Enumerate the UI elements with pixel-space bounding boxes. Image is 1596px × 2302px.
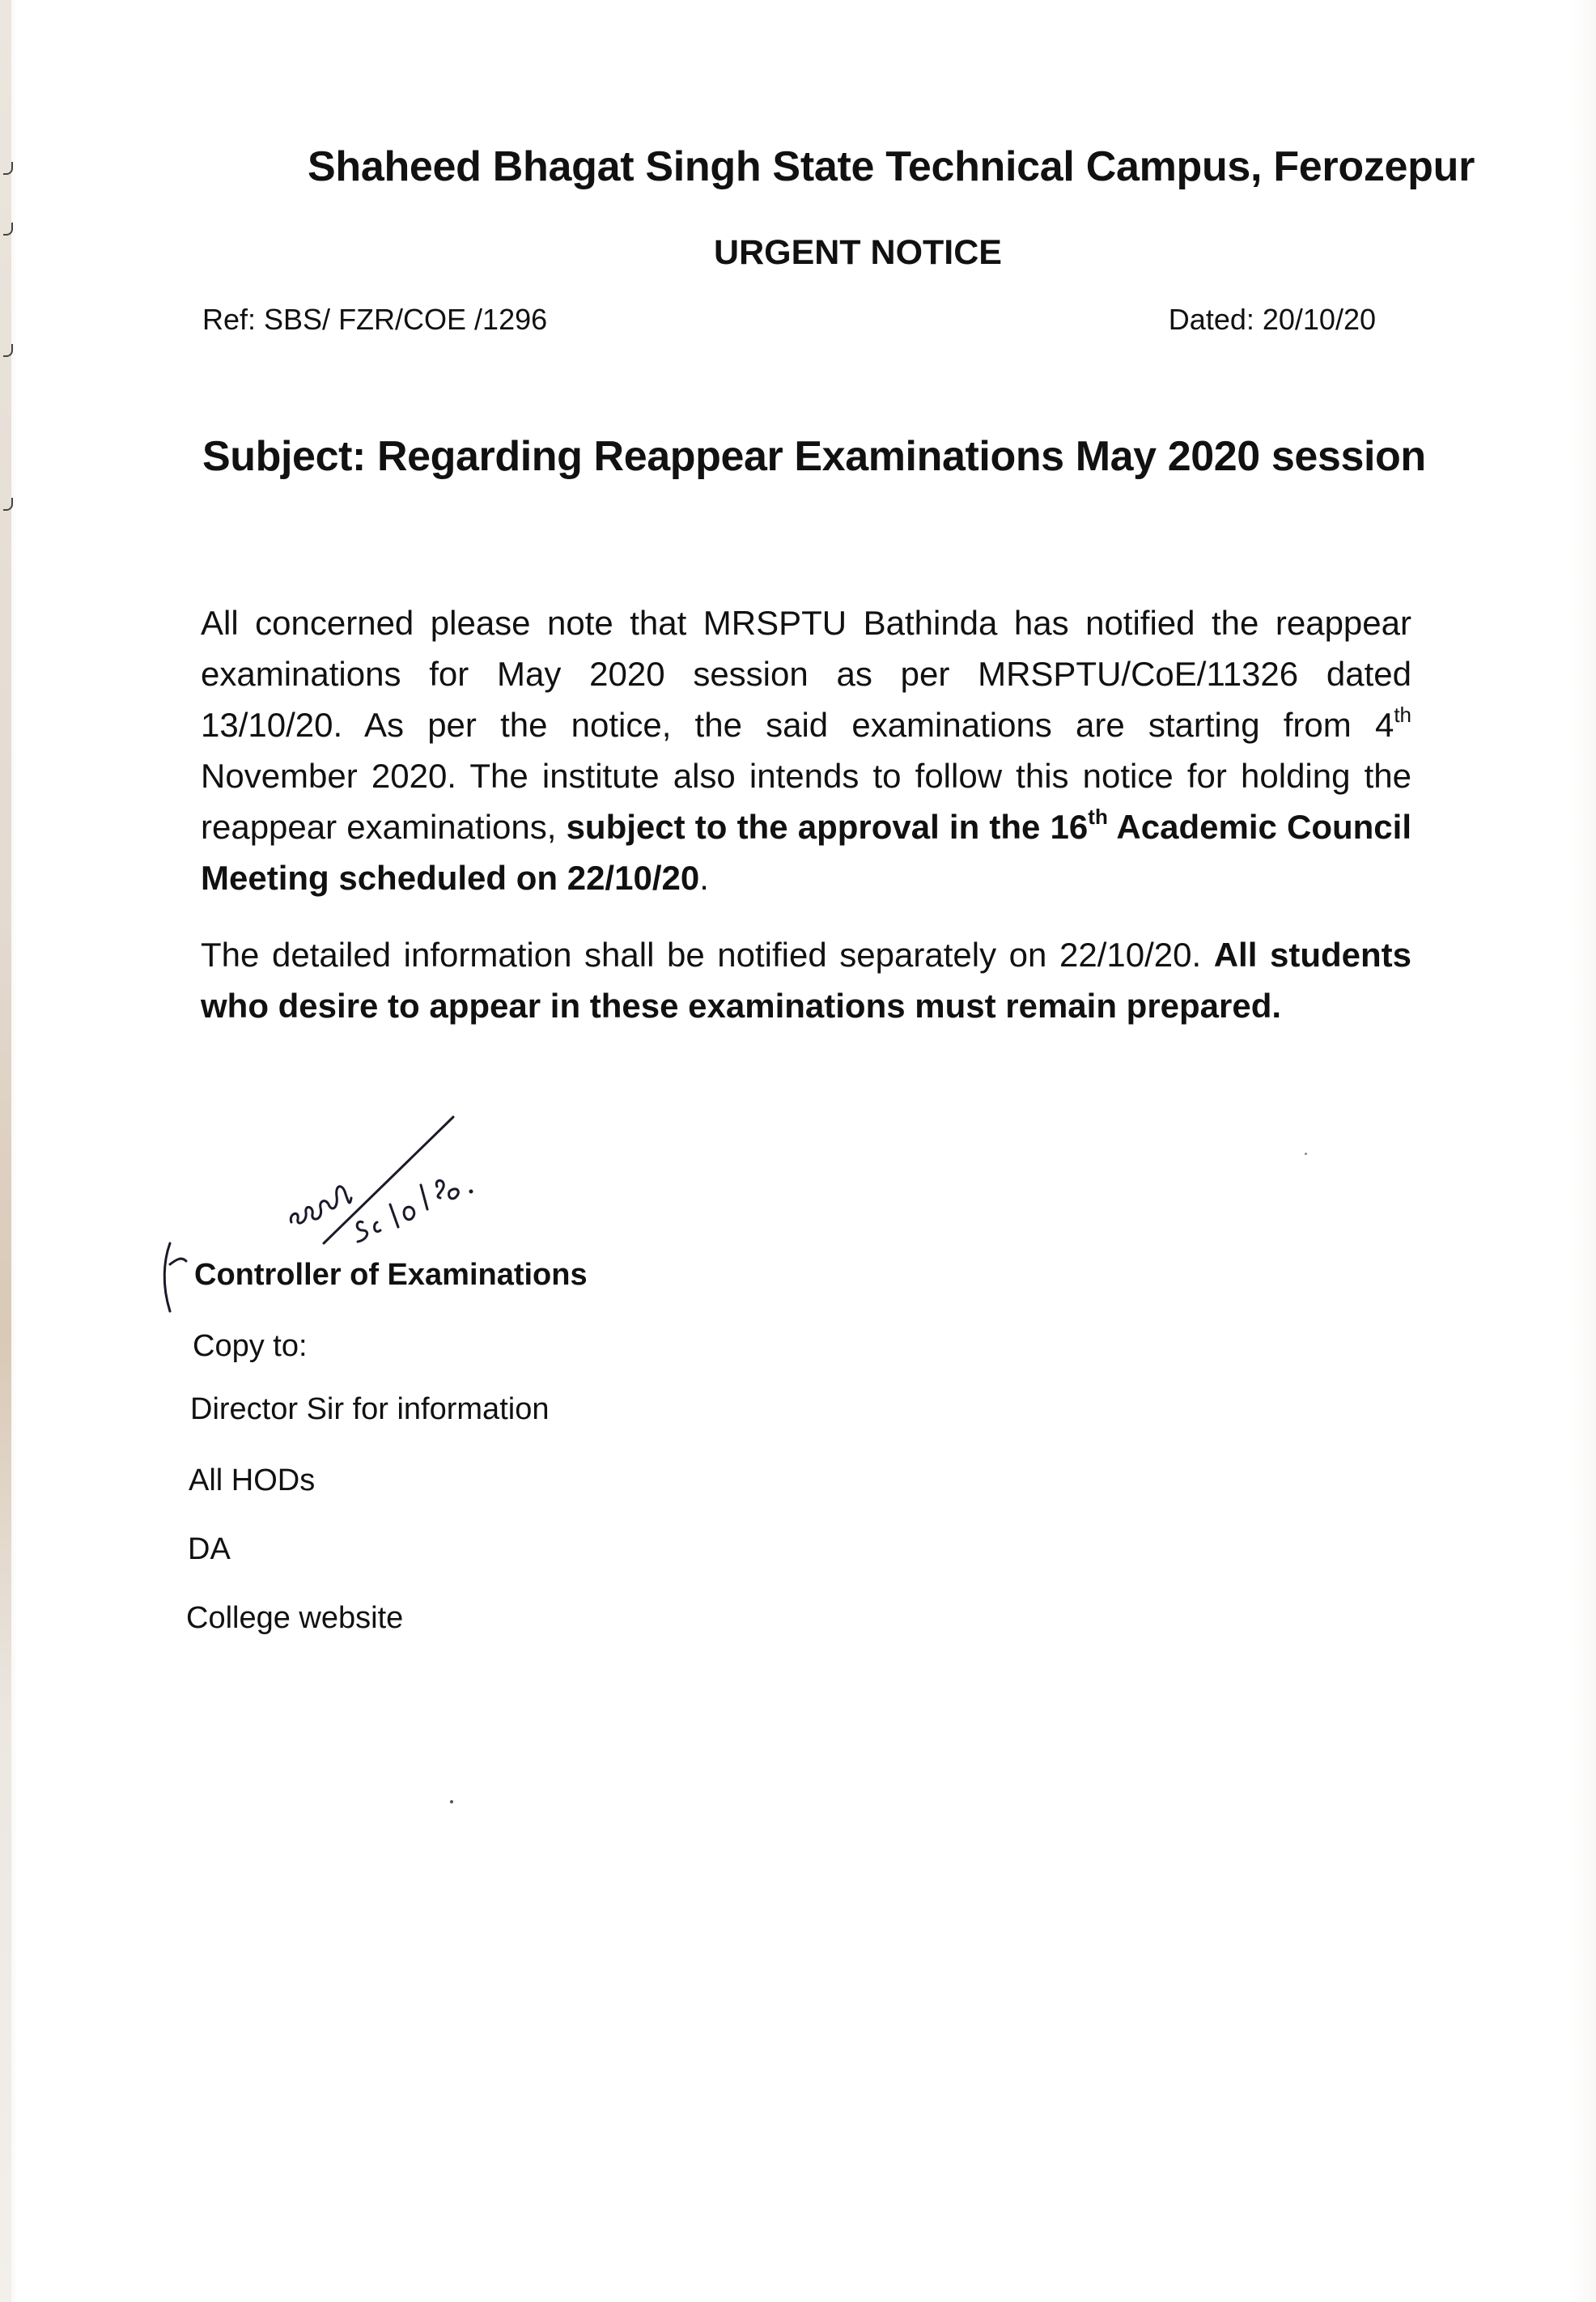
paragraph-text: The detailed information shall be notified separately on 22/10/20. — [201, 936, 1214, 974]
paper-speck — [1305, 1153, 1307, 1155]
paragraph-text: . — [699, 859, 709, 897]
signature-flourish — [146, 1237, 194, 1318]
notice-heading: URGENT NOTICE — [714, 233, 1002, 272]
superscript: th — [1394, 703, 1411, 727]
bold-text-part: subject to the approval in the 16 — [566, 808, 1089, 846]
subject-line: Subject: Regarding Reappear Examinations May 2020 session — [202, 433, 1426, 480]
institution-title: Shaheed Bhagat Singh State Technical Campus, Ferozepur — [308, 143, 1475, 190]
bold-text-part: Academic Council Meeting scheduled on 22/10/20 — [201, 808, 1411, 897]
copy-recipient: Director Sir for information — [190, 1392, 550, 1426]
reference-number: Ref: SBS/ FZR/COE /1296 — [202, 303, 548, 336]
signatory-title: Controller of Examinations — [194, 1258, 588, 1292]
handwritten-signature — [267, 1101, 510, 1263]
paragraph-text: November 2020. The institute also intends to follow this notice for holding the reappear examinations, — [201, 757, 1411, 846]
copy-recipient: College website — [186, 1601, 404, 1635]
body-paragraph-2 — [201, 929, 1411, 1031]
paper-speck — [450, 1800, 453, 1803]
paragraph-text: All concerned please note that MRSPTU Bathinda has notified the reappear examinations for May 2020 session as per MRSPTU/CoE/11326 dated 13/10/20. As per the notice, the said examinations are starting from 4 — [201, 604, 1411, 744]
copy-recipient: DA — [188, 1532, 231, 1566]
superscript: th — [1088, 805, 1108, 829]
notice-date: Dated: 20/10/20 — [1168, 303, 1376, 336]
copy-recipient: All HODs — [189, 1463, 316, 1497]
body-paragraph-1 — [201, 597, 1411, 903]
bold-text: All students who desire to appear in these examinations must remain prepared. — [201, 936, 1411, 1025]
copy-to-label: Copy to: — [193, 1329, 308, 1363]
